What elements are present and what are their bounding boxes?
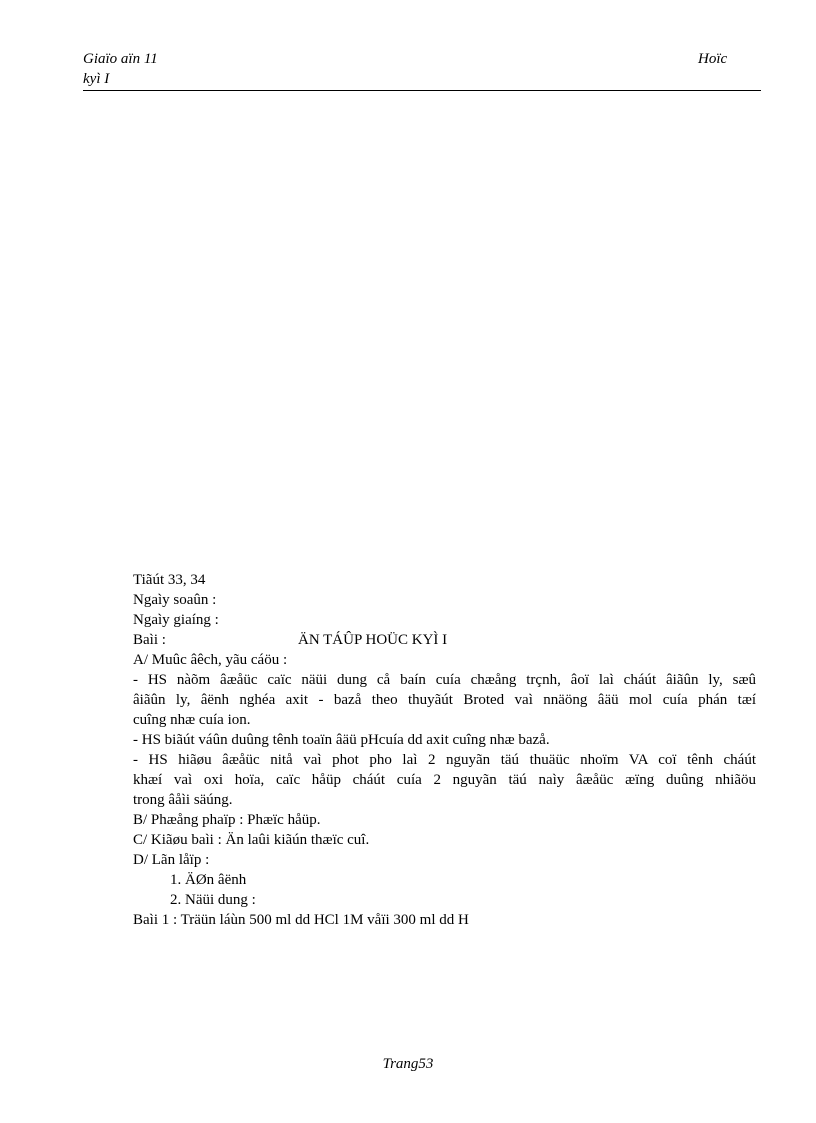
section-objectives: A/ Muûc âêch, yãu cáöu :: [133, 652, 288, 668]
section-lesson-type: C/ Kiãøu baìi : Än laûi kiãún thæïc cuî.: [133, 832, 370, 848]
page-number: Trang53: [382, 1056, 434, 1072]
compose-date: Ngaìy soaûn :: [133, 592, 217, 608]
exercise-1: Baìi 1 : Träün láùn 500 ml dd HCl 1M våïi 300 ml dd H: [133, 912, 469, 928]
header-doc-title: Giaïo aïn 11: [83, 51, 158, 67]
teach-date: Ngaìy giaíng :: [133, 612, 219, 628]
lesson-body: [133, 570, 756, 930]
objective-1-line-1: - HS nàõm âæåüc caïc näüi dung cå baín cuía chæång trçnh, âoï laì cháút âiãûn ly, sæû: [133, 672, 756, 688]
lesson-label: Baìi :: [133, 632, 166, 648]
objective-1-line-3: cuîng nhæ cuía ion.: [133, 712, 251, 728]
objective-1-line-2: âiãûn ly, âënh nghéa axit - bazå theo thuyãút Broted vaì nnäöng âäü mol cuía phán tæí: [133, 692, 756, 708]
objective-3-line-2: khæí vaì oxi hoïa, caïc håüp cháút cuía 2 nguyãn täú naìy âæåüc æïng duûng nhiãöu: [133, 772, 756, 788]
section-method: B/ Phæång phaïp : Phæïc håüp.: [133, 812, 321, 828]
section-procedure: D/ Lãn låïp :: [133, 852, 210, 868]
lesson-title: ÄN TÁÛP HOÜC KYÌ I: [298, 632, 448, 648]
header-term: kyì I: [83, 71, 110, 87]
header-rule: [83, 90, 761, 91]
header-subject: Hoïc: [698, 51, 728, 67]
lesson-title-row: [133, 630, 756, 650]
objective-3-line-1: - HS hiãøu âæåüc nitå vaì phot pho laì 2 nguyãn täú thuäüc nhoïm VA coï tênh cháút: [133, 752, 756, 768]
objective-2: - HS biãút váûn duûng tênh toaïn âäü pHcuía dd axit cuîng nhæ bazå.: [133, 732, 550, 748]
procedure-item-2: 2. Näüi dung :: [170, 892, 256, 908]
procedure-item-1: 1. ÄØn âënh: [170, 872, 247, 888]
lesson-period: Tiãút 33, 34: [133, 572, 206, 588]
objective-3-line-3: trong âåìi säúng.: [133, 792, 233, 808]
